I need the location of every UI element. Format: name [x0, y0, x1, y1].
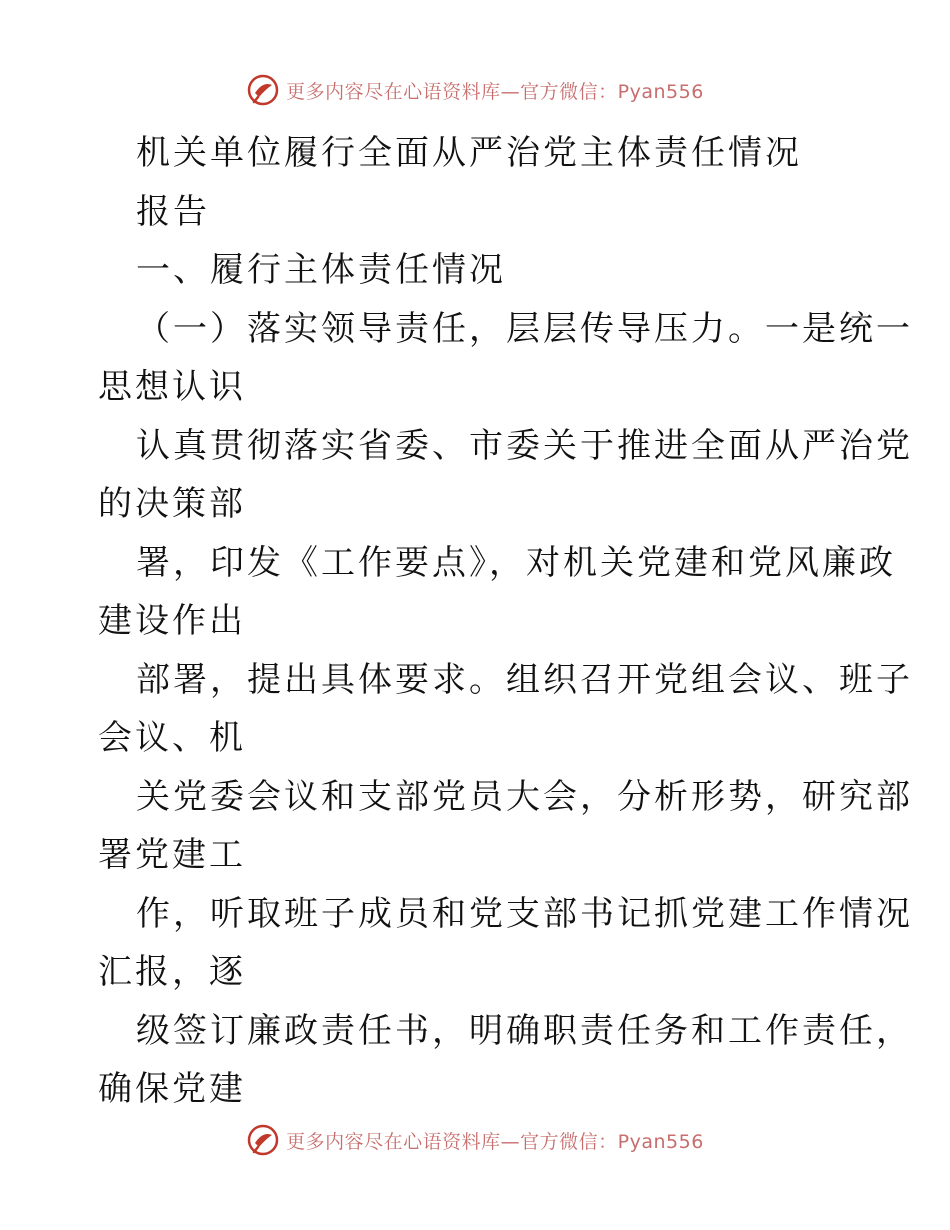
section-heading: 一、履行主体责任情况 — [136, 250, 506, 290]
paragraph-line: 会议、机 — [98, 718, 246, 758]
paragraph-line: 汇报，逐 — [98, 952, 246, 992]
document-body — [98, 124, 913, 1119]
paragraph-line: 级签订廉政责任书，明确职责任务和工作责任， — [136, 1010, 913, 1051]
paragraph-line: 关党委会议和支部党员大会，分析形势，研究部 — [136, 776, 913, 817]
header-watermark — [0, 70, 950, 110]
paragraph-line: （一）落实领导责任，层层传导压力。一是统一 — [136, 308, 913, 349]
paragraph-line: 作，听取班子成员和党支部书记抓党建工作情况 — [136, 893, 913, 934]
paragraph-line: 确保党建 — [98, 1069, 246, 1109]
paragraph-line: 的决策部 — [98, 484, 246, 524]
document-title-line-1: 机关单位履行全面从严治党主体责任情况 — [136, 133, 802, 173]
watermark-logo-icon — [246, 73, 280, 107]
watermark-logo-icon — [246, 1123, 280, 1157]
paragraph-line: 认真贯彻落实省委、市委关于推进全面从严治党 — [136, 425, 913, 466]
paragraph-line: 部署，提出具体要求。组织召开党组会议、班子 — [136, 659, 913, 700]
footer-watermark — [0, 1120, 950, 1160]
paragraph-line: 思想认识 — [98, 367, 246, 407]
paragraph-line: 署，印发《工作要点》，对机关党建和党风廉政 — [136, 542, 896, 583]
paragraph-line: 建设作出 — [98, 601, 246, 641]
document-title-line-2: 报告 — [136, 191, 210, 232]
paragraph-line: 署党建工 — [98, 835, 246, 875]
watermark-text: 更多内容尽在心语资料库—官方微信：Pyan556 — [286, 80, 704, 103]
watermark-text: 更多内容尽在心语资料库—官方微信：Pyan556 — [286, 1130, 704, 1153]
